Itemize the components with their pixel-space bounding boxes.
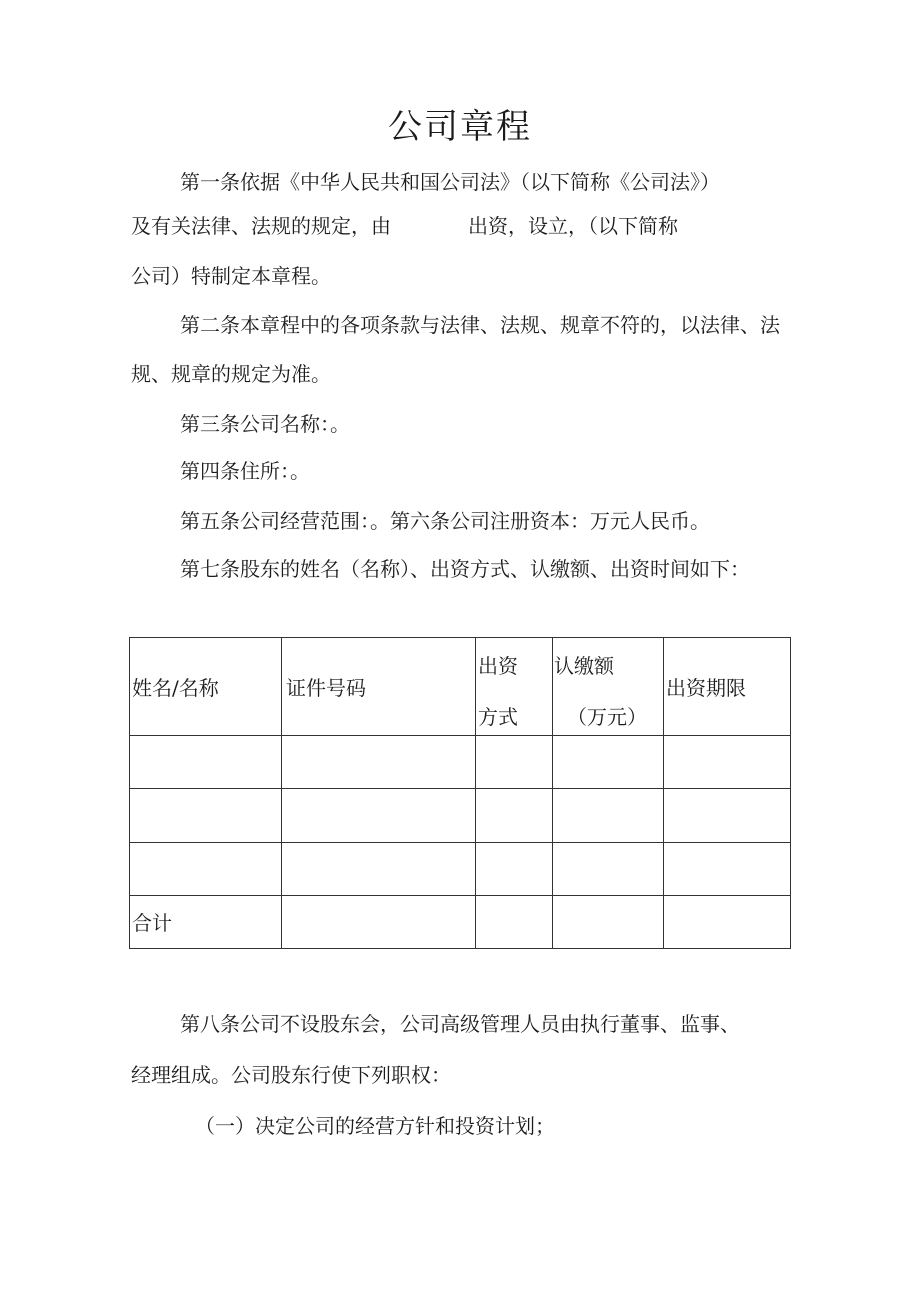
table-cell (553, 842, 664, 895)
table-cell (130, 842, 282, 895)
table-cell (476, 842, 553, 895)
table-header-row (130, 638, 791, 736)
table-cell (476, 736, 553, 789)
header-name-label: 姓名/名称 (132, 676, 219, 701)
shareholder-table (129, 637, 791, 949)
header-amount-line-2: （万元） (567, 705, 647, 730)
header-method (476, 638, 553, 736)
table-cell (553, 895, 664, 948)
header-deadline-label: 出资期限 (666, 676, 746, 701)
table-row (130, 842, 791, 895)
document-title: 公司章程 (388, 107, 532, 147)
article-7: 第七条股东的姓名（名称）、出资方式、认缴额、出资时间如下： (180, 557, 750, 581)
header-amount-line-1: 认缴额 (554, 654, 614, 679)
table-cell (282, 895, 476, 948)
header-id-number-label: 证件号码 (286, 676, 366, 701)
table-cell (664, 895, 791, 948)
table-total-row (130, 895, 791, 948)
table-cell (664, 736, 791, 789)
table-cell (282, 736, 476, 789)
table-cell (130, 789, 282, 842)
article-5-6: 第五条公司经营范围：。第六条公司注册资本：万元人民币。 (180, 509, 710, 533)
header-name (130, 638, 282, 736)
article-2-line-1: 第二条本章程中的各项条款与法律、法规、规章不符的，以法律、法 (180, 313, 780, 337)
header-deadline (664, 638, 791, 736)
table-cell (282, 842, 476, 895)
table-row (130, 736, 791, 789)
header-amount (553, 638, 664, 736)
header-method-line-2: 方式 (478, 705, 518, 730)
table-row (130, 789, 791, 842)
article-3: 第三条公司名称：。 (180, 412, 350, 436)
table-cell (553, 736, 664, 789)
article-8-line-1: 第八条公司不设股东会，公司高级管理人员由执行董事、监事、 (180, 1012, 740, 1036)
article-2-line-2: 规、规章的规定为准。 (131, 362, 331, 386)
article-1-line-1: 第一条依据《中华人民共和国公司法》（以下简称《公司法》） (180, 170, 720, 194)
article-1-line-2b: 出资，设立，（以下简称 (468, 214, 678, 238)
table-cell (664, 789, 791, 842)
header-id-number (282, 638, 476, 736)
article-1-line-2a: 及有关法律、法规的规定，由 (131, 214, 391, 238)
article-1-line-3: 公司）特制定本章程。 (131, 264, 331, 288)
total-label-cell (130, 895, 282, 948)
table-cell (664, 842, 791, 895)
article-8-line-2: 经理组成。公司股东行使下列职权： (131, 1063, 451, 1087)
table-cell (476, 895, 553, 948)
table-cell (476, 789, 553, 842)
table-cell (282, 789, 476, 842)
article-4: 第四条住所：。 (180, 459, 310, 483)
header-method-line-1: 出资 (478, 654, 518, 679)
table-cell (553, 789, 664, 842)
total-label: 合计 (132, 911, 172, 936)
table-cell (130, 736, 282, 789)
item-1: （一）决定公司的经营方针和投资计划； (195, 1114, 555, 1138)
